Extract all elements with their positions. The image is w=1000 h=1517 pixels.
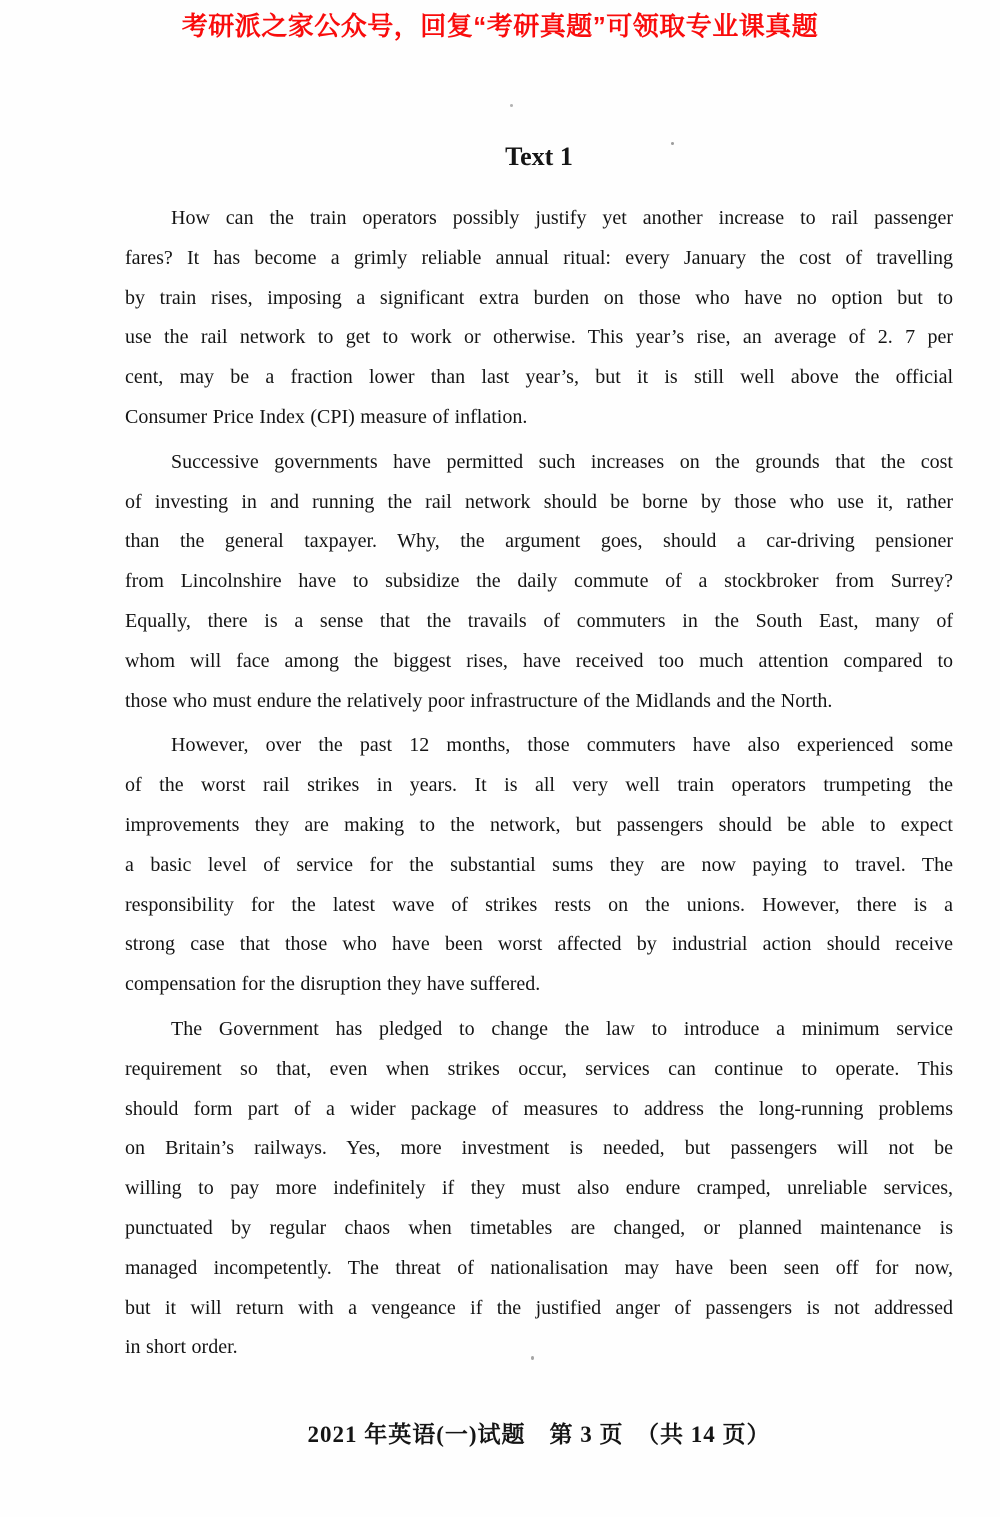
text-line: The Government has pledged to change the law to introduce a minimum service bbox=[171, 1017, 953, 1040]
page-title: Text 1 bbox=[505, 142, 573, 171]
paragraph bbox=[125, 726, 953, 1005]
text-line: in short order. bbox=[125, 1336, 238, 1359]
text-line: those who must endure the relatively poor infrastructure of the Midlands and the North. bbox=[125, 689, 833, 712]
text-line: a basic level of service for the substantial sums they are now paying to travel. The bbox=[125, 853, 953, 876]
text-line: cent, may be a fraction lower than last year’s, but it is still well above the official bbox=[125, 366, 953, 389]
text-line: However, over the past 12 months, those commuters have also experienced some bbox=[171, 734, 953, 757]
text-line: should form part of a wider package of measures to address the long-running problems bbox=[125, 1097, 953, 1120]
text-line: improvements they are making to the network, but passengers should be able to expect bbox=[125, 813, 953, 836]
text-line: whom will face among the biggest rises, have received too much attention compared to bbox=[125, 649, 953, 672]
text-line: use the rail network to get to work or otherwise. This year’s rise, an average of 2. 7 per bbox=[125, 326, 953, 349]
text-line: Equally, there is a sense that the travails of commuters in the South East, many of bbox=[125, 609, 953, 632]
scan-speck bbox=[510, 104, 513, 107]
text-line: of investing in and running the rail network should be borne by those who use it, rather bbox=[125, 490, 953, 513]
text-line: by train rises, imposing a significant extra burden on those who have no option but to bbox=[125, 286, 953, 309]
text-line: requirement so that, even when strikes occur, services can continue to operate. This bbox=[125, 1057, 953, 1080]
text-line: fares? It has become a grimly reliable annual ritual: every January the cost of travelling bbox=[125, 246, 953, 269]
text-line: but it will return with a vengeance if the justified anger of passengers is not addressed bbox=[125, 1296, 953, 1319]
text-line: Consumer Price Index (CPI) measure of inflation. bbox=[125, 405, 528, 428]
text-line: Successive governments have permitted such increases on the grounds that the cost bbox=[171, 450, 953, 473]
scan-speck bbox=[531, 1356, 534, 1360]
text-line: than the general taxpayer. Why, the argument goes, should a car-driving pensioner bbox=[125, 530, 953, 553]
scan-header-notice: 考研派之家公众号，回复“考研真题”可领取专业课真题 bbox=[181, 11, 819, 41]
text-line: strong case that those who have been worst affected by industrial action should receive bbox=[125, 933, 953, 956]
text-line: of the worst rail strikes in years. It is all very well train operators trumpeting the bbox=[125, 774, 953, 797]
text-line: from Lincolnshire have to subsidize the daily commute of a stockbroker from Surrey? bbox=[125, 570, 953, 593]
scan-speck bbox=[671, 142, 674, 145]
text-line: compensation for the disruption they have suffered. bbox=[125, 973, 541, 996]
page-footer: 2021 年英语(一)试题 第 3 页 （共 14 页） bbox=[307, 1422, 771, 1447]
text-line: willing to pay more indefinitely if they must also endure cramped, unreliable services, bbox=[125, 1177, 953, 1200]
text-line: How can the train operators possibly justify yet another increase to rail passenger bbox=[171, 207, 953, 229]
paragraph bbox=[125, 443, 953, 722]
paragraph bbox=[125, 1010, 953, 1368]
text-line: responsibility for the latest wave of strikes rests on the unions. However, there is a bbox=[125, 893, 953, 916]
text-line: punctuated by regular chaos when timetables are changed, or planned maintenance is bbox=[125, 1216, 953, 1239]
text-line: on Britain’s railways. Yes, more investment is needed, but passengers will not be bbox=[125, 1137, 953, 1160]
text-line: managed incompetently. The threat of nationalisation may have been seen off for now, bbox=[125, 1256, 953, 1279]
paragraph bbox=[125, 199, 953, 438]
body-paragraphs bbox=[125, 199, 953, 1368]
